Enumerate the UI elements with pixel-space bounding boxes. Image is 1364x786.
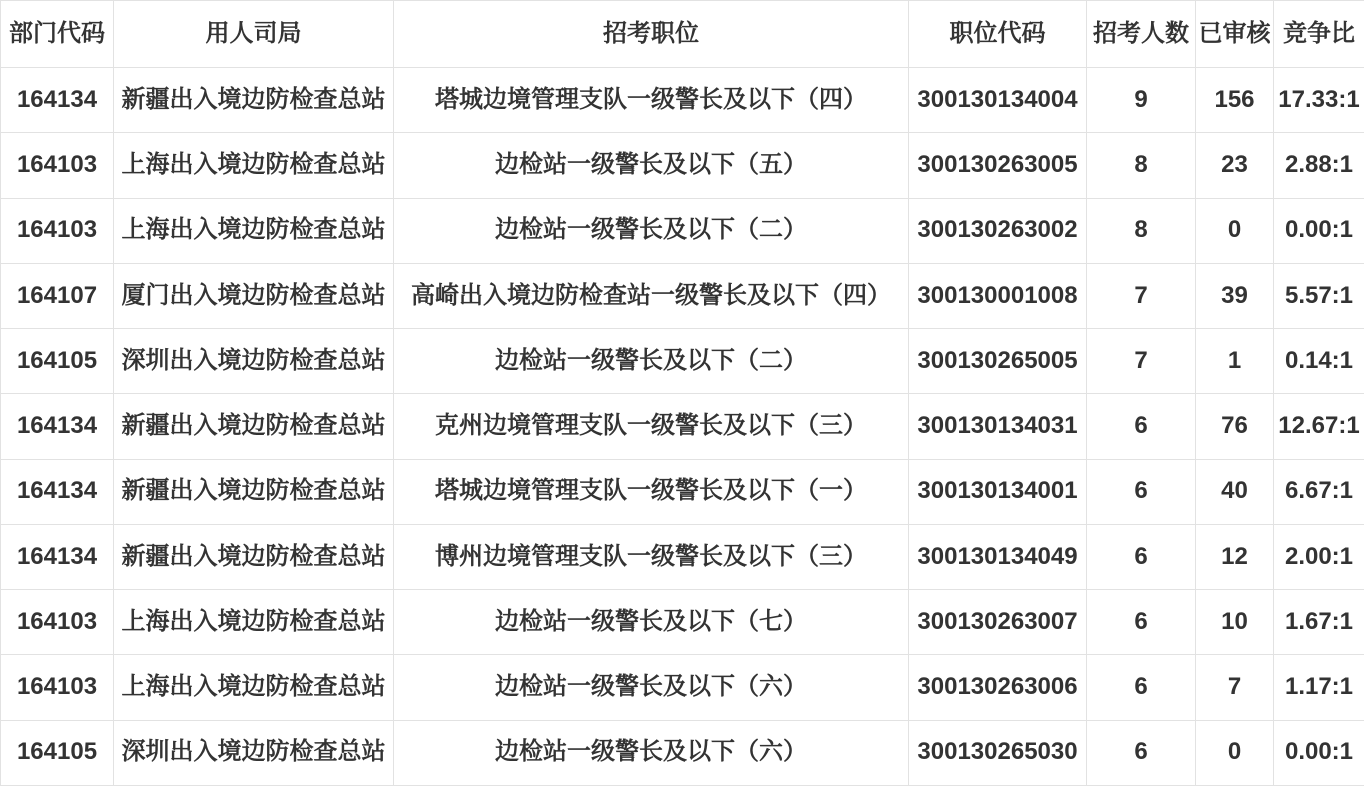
table-row <box>1 524 1364 589</box>
cell-reviewed: 0 <box>1196 720 1274 785</box>
col-header-dept-code: 部门代码 <box>1 1 114 68</box>
cell-dept-code: 164134 <box>1 459 114 524</box>
cell-dept-code: 164103 <box>1 590 114 655</box>
cell-ratio: 1.17:1 <box>1274 655 1364 720</box>
table-body <box>1 68 1364 786</box>
cell-dept-code: 164134 <box>1 394 114 459</box>
cell-reviewed: 12 <box>1196 524 1274 589</box>
cell-position-code: 300130263006 <box>909 655 1087 720</box>
cell-bureau: 深圳出入境边防检查总站 <box>114 720 394 785</box>
cell-reviewed: 1 <box>1196 329 1274 394</box>
table-row <box>1 655 1364 720</box>
cell-bureau: 上海出入境边防检查总站 <box>114 133 394 198</box>
cell-dept-code: 164103 <box>1 198 114 263</box>
table-row <box>1 68 1364 133</box>
cell-dept-code: 164105 <box>1 720 114 785</box>
cell-reviewed: 10 <box>1196 590 1274 655</box>
cell-recruit-count: 6 <box>1087 590 1196 655</box>
cell-dept-code: 164134 <box>1 68 114 133</box>
cell-position-code: 300130263007 <box>909 590 1087 655</box>
cell-position-code: 300130265005 <box>909 329 1087 394</box>
cell-dept-code: 164103 <box>1 133 114 198</box>
cell-recruit-count: 6 <box>1087 720 1196 785</box>
cell-reviewed: 40 <box>1196 459 1274 524</box>
table-row <box>1 198 1364 263</box>
cell-position-code: 300130263002 <box>909 198 1087 263</box>
cell-ratio: 0.14:1 <box>1274 329 1364 394</box>
cell-ratio: 2.88:1 <box>1274 133 1364 198</box>
cell-reviewed: 0 <box>1196 198 1274 263</box>
table-row <box>1 133 1364 198</box>
cell-ratio: 0.00:1 <box>1274 198 1364 263</box>
cell-recruit-count: 7 <box>1087 263 1196 328</box>
col-header-recruit-count: 招考人数 <box>1087 1 1196 68</box>
cell-ratio: 1.67:1 <box>1274 590 1364 655</box>
cell-bureau: 上海出入境边防检查总站 <box>114 655 394 720</box>
table-row <box>1 329 1364 394</box>
table-row <box>1 263 1364 328</box>
cell-position: 克州边境管理支队一级警长及以下（三） <box>394 394 909 459</box>
cell-bureau: 新疆出入境边防检查总站 <box>114 459 394 524</box>
cell-position: 塔城边境管理支队一级警长及以下（一） <box>394 459 909 524</box>
cell-position-code: 300130134004 <box>909 68 1087 133</box>
cell-position: 博州边境管理支队一级警长及以下（三） <box>394 524 909 589</box>
cell-recruit-count: 7 <box>1087 329 1196 394</box>
cell-recruit-count: 8 <box>1087 198 1196 263</box>
cell-bureau: 新疆出入境边防检查总站 <box>114 394 394 459</box>
cell-position-code: 300130134031 <box>909 394 1087 459</box>
cell-recruit-count: 6 <box>1087 655 1196 720</box>
cell-position-code: 300130134001 <box>909 459 1087 524</box>
cell-position-code: 300130134049 <box>909 524 1087 589</box>
cell-reviewed: 156 <box>1196 68 1274 133</box>
cell-position-code: 300130263005 <box>909 133 1087 198</box>
cell-position: 边检站一级警长及以下（六） <box>394 720 909 785</box>
cell-dept-code: 164134 <box>1 524 114 589</box>
cell-position: 高崎出入境边防检查站一级警长及以下（四） <box>394 263 909 328</box>
cell-recruit-count: 6 <box>1087 394 1196 459</box>
col-header-position: 招考职位 <box>394 1 909 68</box>
cell-dept-code: 164105 <box>1 329 114 394</box>
cell-position: 边检站一级警长及以下（二） <box>394 198 909 263</box>
table-row <box>1 459 1364 524</box>
cell-ratio: 0.00:1 <box>1274 720 1364 785</box>
header-row <box>1 1 1364 68</box>
cell-position-code: 300130265030 <box>909 720 1087 785</box>
table-row <box>1 720 1364 785</box>
table-row <box>1 394 1364 459</box>
cell-recruit-count: 8 <box>1087 133 1196 198</box>
cell-bureau: 新疆出入境边防检查总站 <box>114 524 394 589</box>
cell-bureau: 上海出入境边防检查总站 <box>114 590 394 655</box>
cell-ratio: 2.00:1 <box>1274 524 1364 589</box>
cell-ratio: 17.33:1 <box>1274 68 1364 133</box>
col-header-bureau: 用人司局 <box>114 1 394 68</box>
cell-dept-code: 164107 <box>1 263 114 328</box>
cell-bureau: 新疆出入境边防检查总站 <box>114 68 394 133</box>
col-header-ratio: 竞争比 <box>1274 1 1364 68</box>
cell-recruit-count: 9 <box>1087 68 1196 133</box>
cell-position: 塔城边境管理支队一级警长及以下（四） <box>394 68 909 133</box>
cell-reviewed: 39 <box>1196 263 1274 328</box>
col-header-position-code: 职位代码 <box>909 1 1087 68</box>
cell-position: 边检站一级警长及以下（二） <box>394 329 909 394</box>
table-header <box>1 1 1364 68</box>
cell-position: 边检站一级警长及以下（六） <box>394 655 909 720</box>
cell-ratio: 5.57:1 <box>1274 263 1364 328</box>
table-row <box>1 590 1364 655</box>
cell-reviewed: 7 <box>1196 655 1274 720</box>
cell-recruit-count: 6 <box>1087 524 1196 589</box>
cell-position-code: 300130001008 <box>909 263 1087 328</box>
cell-bureau: 厦门出入境边防检查总站 <box>114 263 394 328</box>
cell-reviewed: 76 <box>1196 394 1274 459</box>
cell-position: 边检站一级警长及以下（七） <box>394 590 909 655</box>
col-header-reviewed: 已审核 <box>1196 1 1274 68</box>
cell-dept-code: 164103 <box>1 655 114 720</box>
cell-bureau: 上海出入境边防检查总站 <box>114 198 394 263</box>
cell-bureau: 深圳出入境边防检查总站 <box>114 329 394 394</box>
cell-recruit-count: 6 <box>1087 459 1196 524</box>
cell-ratio: 12.67:1 <box>1274 394 1364 459</box>
cell-position: 边检站一级警长及以下（五） <box>394 133 909 198</box>
cell-ratio: 6.67:1 <box>1274 459 1364 524</box>
cell-reviewed: 23 <box>1196 133 1274 198</box>
